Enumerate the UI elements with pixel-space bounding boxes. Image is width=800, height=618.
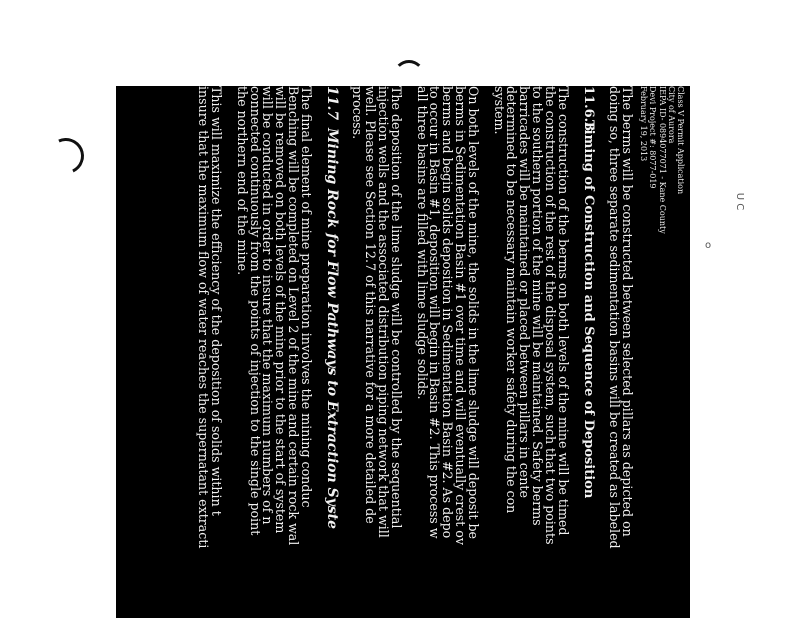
text-line: system. xyxy=(491,86,507,135)
text-line: to occur in Basin #1, deposition will begin in Basin #2. This process w xyxy=(427,86,443,539)
header-line-4: Devi Project #: 8077-019 xyxy=(648,86,658,189)
header-line-5: February 19, 2013 xyxy=(639,86,649,162)
paragraph-efficiency xyxy=(196,86,225,618)
section-heading-11-7 xyxy=(325,86,338,618)
text-line: Benching will be completed on Level 2 of the mine and certain rock wal xyxy=(286,86,302,546)
text-line: The final element of mine preparation involves the mining conduc xyxy=(298,86,314,508)
section-number: 11.7 xyxy=(323,86,340,121)
header-line-1: Class V Permit Application xyxy=(676,86,685,195)
document-content xyxy=(196,86,685,618)
text-line: to the southern portion of the mine will be maintained. Safety berms xyxy=(530,86,545,526)
text-line: berms and begin solids deposition in Sedimentation Basin #2. As depo xyxy=(440,86,456,539)
paragraph-mining-rock xyxy=(235,86,312,618)
scan-speck-2: o xyxy=(705,240,712,251)
text-line: determined to be necessary maintain worker safety during the con xyxy=(504,86,520,514)
text-line: will be removed on both levels of the mine prior to the start of system xyxy=(273,86,289,534)
text-line: barricades will be maintained or placed between pillars in cente xyxy=(517,86,533,498)
text-line: berms in Sedimentation Basin #1 over time and will eventually crest ov xyxy=(453,86,469,545)
scan-speck-1: U C xyxy=(734,192,746,211)
text-line: process. xyxy=(350,86,366,140)
paragraph-deposition xyxy=(351,86,402,618)
scanned-document-page xyxy=(116,86,690,618)
text-line: The berms will be constructed between selected pillars as depicted on xyxy=(619,86,635,537)
text-line: The deposition of the lime sludge will be controlled by the sequential xyxy=(388,86,404,529)
document-header xyxy=(639,86,685,618)
section-number: 11.6.3 xyxy=(581,86,597,132)
text-line: well. Please see Section 12.7 of this narrative for a more detailed de xyxy=(363,86,379,524)
paragraph-timing xyxy=(492,86,569,618)
rotated-text-layer xyxy=(116,86,690,618)
text-line: all three basins are filled with lime sludge solids. xyxy=(414,86,430,400)
text-line: doing so, three separate sedimentation basins will be created as labeled xyxy=(607,86,623,549)
text-line: the northern end of the mine. xyxy=(234,86,250,276)
text-line: connected continuously from the points of injection to the single point xyxy=(247,86,263,536)
section-heading-11-6-3 xyxy=(582,86,595,618)
header-line-3: IEPA ID- 0894077071 - Kane County xyxy=(657,86,667,234)
paragraph-basins xyxy=(415,86,479,618)
text-line: On both levels of the mine, the solids in the lime sludge will deposit be xyxy=(465,86,481,539)
text-line: the construction of the rest of the disposal system, such that two points xyxy=(542,86,558,545)
intro-paragraph xyxy=(607,86,633,618)
section-title: Timing of Construction and Sequence of Deposition xyxy=(581,120,597,499)
text-line: The construction of the berms on both levels of the mine will be timed xyxy=(555,86,571,536)
text-line: will be conducted in order to insure that the maximum numbers of n xyxy=(260,86,276,525)
binder-hole-left xyxy=(43,133,89,179)
header-line-2: City of Aurora xyxy=(666,86,676,144)
text-line: injection wells and the associated distribution piping network that will xyxy=(376,86,392,538)
text-line: insure that the maximum flow of water reaches the supernatant extracti xyxy=(196,86,212,549)
text-line: This will maximize the efficiency of the deposition of solids within t xyxy=(209,86,225,516)
section-title: Mining Rock for Flow Pathways to Extraction Syste xyxy=(323,128,340,530)
